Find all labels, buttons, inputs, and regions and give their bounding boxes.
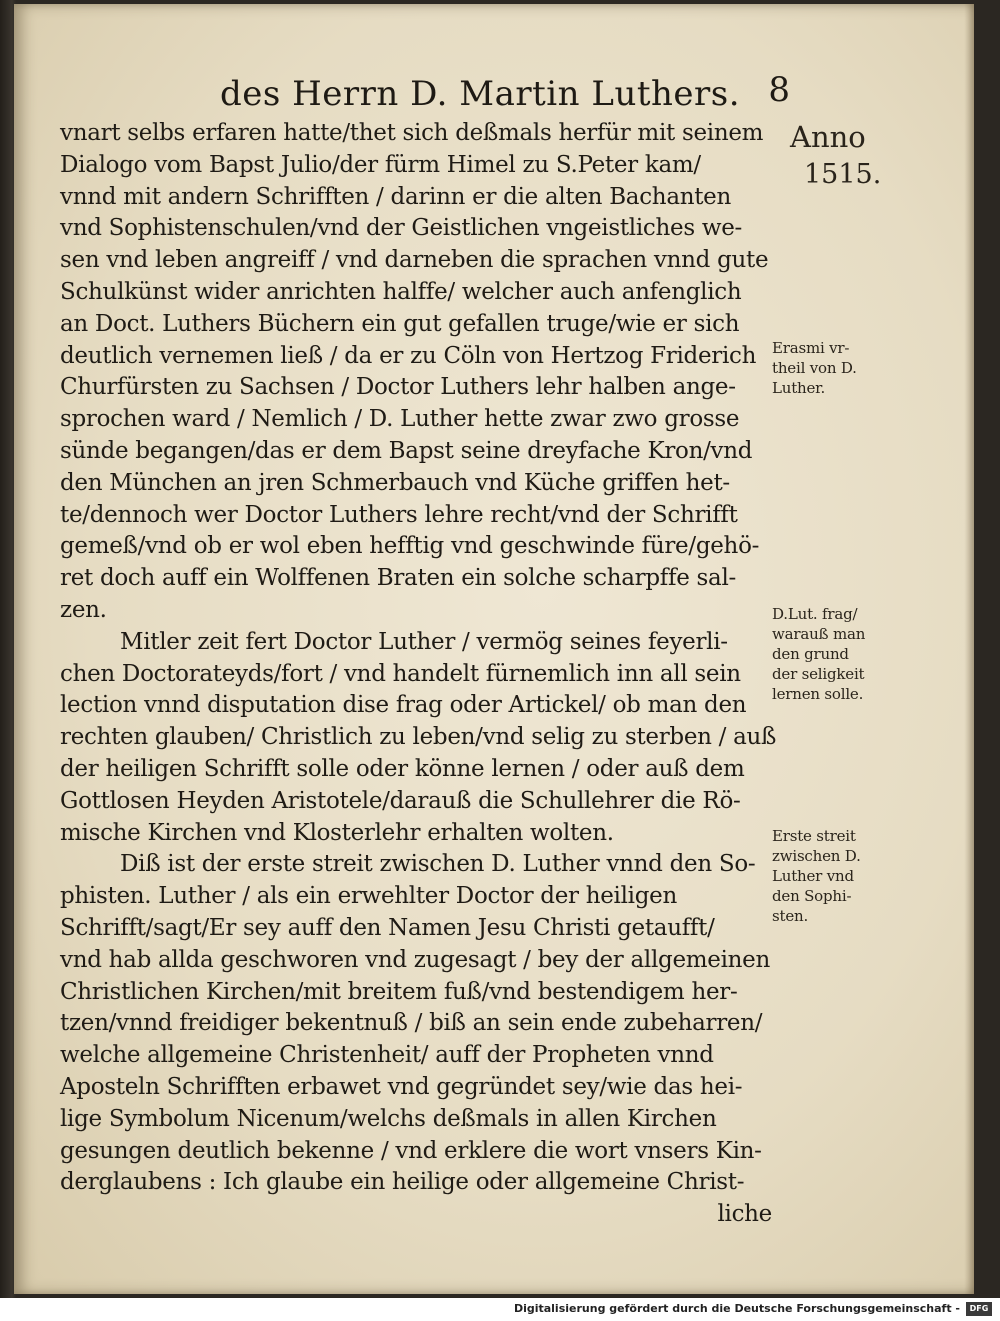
text-line: gesungen deutlich bekenne / vnd erklere die wort vnsers Kin- — [60, 1137, 762, 1164]
text-line: ret doch auff ein Wolffenen Braten ein solche scharpffe sal- — [60, 565, 736, 592]
text-line: Schulkünst wider anrichten halffe/ welcher auch anfenglich — [60, 278, 742, 305]
text-line: lection vnnd disputation dise frag oder Artickel/ ob man den — [60, 692, 747, 719]
text-line: den München an jren Schmerbauch vnd Küche griffen het- — [60, 469, 730, 496]
text-line: lige Symbolum Nicenum/welchs deßmals in allen Kirchen — [60, 1105, 717, 1132]
text-line: mische Kirchen vnd Klosterlehr erhalten wolten. — [60, 819, 614, 846]
text-line: Gottlosen Heyden Aristotele/darauß die Schullehrer die Rö- — [60, 787, 741, 814]
text-line: sprochen ward / Nemlich / D. Luther hette zwar zwo grosse — [60, 406, 740, 433]
margin-note-line: der seligkeit — [772, 665, 865, 683]
text-line: chen Doctorateyds/fort / vnd handelt fürnemlich inn all sein — [60, 660, 741, 687]
text-line: Schrifft/sagt/Er sey auff den Namen Jesu Christi getaufft/ — [60, 914, 715, 941]
paragraph-start-line: Mitler zeit fert Doctor Luther / vermög seines feyerli- — [120, 628, 728, 655]
margin-anno — [790, 118, 881, 194]
margin-note-line: Erasmi vr- — [772, 339, 850, 357]
margin-note-line: theil von D. — [772, 359, 857, 377]
text-line: gemeß/vnd ob er wol eben hefftig vnd geschwinde füre/gehö- — [60, 533, 760, 560]
anno-year: 1515. — [804, 159, 882, 190]
margin-note-line: lernen solle. — [772, 685, 864, 703]
paragraph-start-line: Diß ist der erste streit zwischen D. Luther vnnd den So- — [120, 851, 756, 878]
margin-note-line: Luther. — [772, 379, 826, 397]
text-line: deutlich vernemen ließ / da er zu Cöln von Hertzog Friderich — [60, 342, 757, 369]
text-line: vnart selbs erfaren hatte/thet sich deßmals herfür mit seinem — [60, 120, 764, 146]
margin-note-line: Luther vnd — [772, 867, 854, 885]
text-line: Aposteln Schrifften erbawet vnd gegründet sey/wie das hei- — [60, 1073, 743, 1100]
page-number: 8 — [768, 70, 790, 110]
text-line: Christlichen Kirchen/mit breitem fuß/vnd bestendigem her- — [60, 978, 738, 1005]
margin-note-frag — [772, 604, 865, 704]
margin-note-line: warauß man — [772, 625, 866, 643]
text-line: an Doct. Luthers Büchern ein gut gefallen truge/wie er sich — [60, 310, 740, 337]
text-line: welche allgemeine Christenheit/ auff der Propheten vnnd — [60, 1042, 714, 1069]
text-line: Churfürsten zu Sachsen / Doctor Luthers lehr halben ange- — [60, 374, 736, 401]
margin-note-line: den Sophi- — [772, 887, 852, 905]
margin-note-line: D.Lut. frag/ — [772, 605, 858, 623]
text-line: sünde begangen/das er dem Bapst seine dreyfache Kron/vnd — [60, 437, 753, 464]
catchword: liche — [717, 1201, 772, 1228]
running-title: des Herrn D. Martin Luthers. — [220, 74, 741, 114]
margin-note-line: sten. — [772, 907, 809, 925]
margin-note-line: Erste streit — [772, 827, 856, 845]
text-line: te/dennoch wer Doctor Luthers lehre recht/vnd der Schrifft — [60, 501, 738, 528]
dfg-logo: DFG — [966, 1302, 992, 1316]
text-line: vnnd mit andern Schrifften / darinn er die alten Bachanten — [60, 183, 732, 210]
text-line: vnd Sophistenschulen/vnd der Geistlichen vngeistliches we- — [60, 215, 743, 242]
funding-credit: Digitalisierung gefördert durch die Deutsche Forschungsgemeinschaft - — [513, 1302, 960, 1315]
text-line: vnd hab allda geschworen vnd zugesagt / bey der allgemeinen — [60, 946, 770, 973]
body-text — [60, 118, 780, 1231]
margin-note-erasmus — [772, 338, 857, 398]
page-edge — [964, 4, 974, 1294]
margin-note-streit — [772, 826, 861, 926]
text-line: phisten. Luther / als ein erwehlter Doctor der heiligen — [60, 883, 677, 910]
text-line: der heiligen Schrifft solle oder könne lernen / oder auß dem — [60, 755, 745, 782]
text-line: rechten glauben/ Christlich zu leben/vnd selig zu sterben / auß — [60, 724, 777, 751]
margin-note-line: den grund — [772, 645, 849, 663]
anno-label: Anno — [790, 120, 866, 154]
text-line: Dialogo vom Bapst Julio/der fürm Himel zu S.Peter kam/ — [60, 151, 701, 178]
margin-note-line: zwischen D. — [772, 847, 861, 865]
running-header — [200, 70, 790, 124]
text-line: zen. — [60, 596, 107, 623]
text-line: sen vnd leben angreiff / vnd darneben die sprachen vnnd gute — [60, 247, 769, 274]
text-line: derglaubens : Ich glaube ein heilige oder allgemeine Christ- — [60, 1169, 745, 1196]
text-line: tzen/vnnd freidiger bekentnuß / biß an sein ende zubeharren/ — [60, 1010, 763, 1037]
footer-bar — [0, 1298, 1000, 1321]
